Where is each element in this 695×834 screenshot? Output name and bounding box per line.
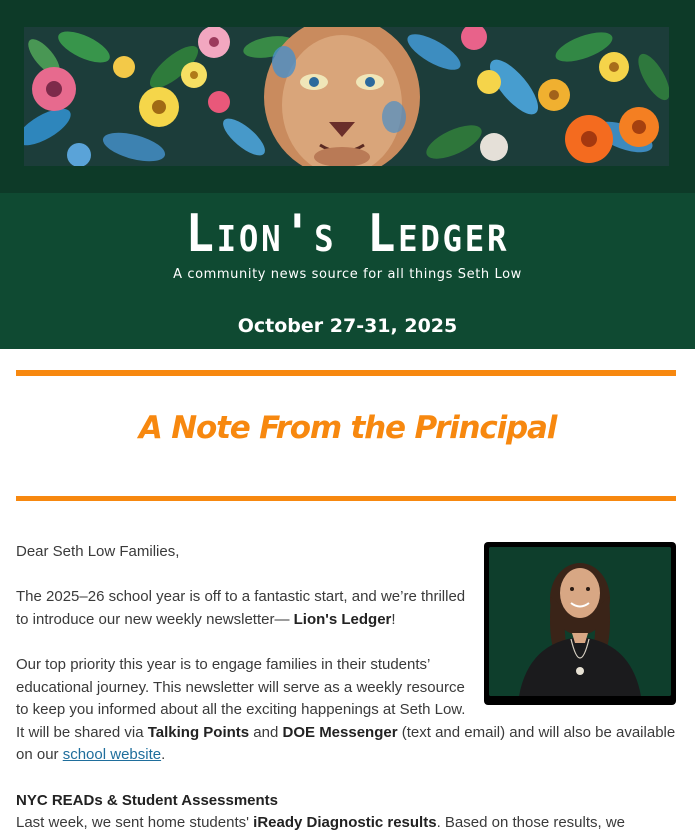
section-divider-top [16,370,676,376]
doe-messenger-label: DOE Messenger [282,723,398,741]
newsletter-name: Lion's Ledger [293,610,392,628]
school-website-link[interactable]: school website [62,746,162,764]
newsletter-tagline: A community news source for all things Seth Low [173,267,522,282]
letter-paragraph-1: The 2025–26 school year is off to a fantastic start, and we’re thrilled to introduce our new weekly newsletter— Lion's Ledger! [16,588,466,628]
letter-paragraph-2: Our top priority this year is to engage families in their students’ educational journey. This newsletter will serve as a weekly resource to keep you informed about all the exciting happenings at Seth Low. It will be shared via Talking Points and DOE Messenger (text and email) and will also be available on our school website. [16,655,676,764]
iready-results-label: iReady Diagnostic results [253,814,437,832]
talking-points-label: Talking Points [147,723,250,741]
principal-photo [484,542,676,705]
letter-subheading: NYC READs & Student Assessments [16,791,279,809]
section-divider-bottom [16,496,676,501]
letter-greeting: Dear Seth Low Families, [16,543,180,560]
letter-paragraph-3: Last week, we sent home students' iReady Diagnostic results. Based on those results, we [16,814,626,832]
principal-letter [16,541,676,834]
masthead [0,193,695,349]
issue-date: October 27-31, 2025 [237,315,458,337]
lion-floral-illustration [24,27,669,166]
section-heading: A Note From the Principal [138,410,557,446]
header-banner [0,0,695,193]
newsletter-title: Lion's Ledger [185,204,510,264]
